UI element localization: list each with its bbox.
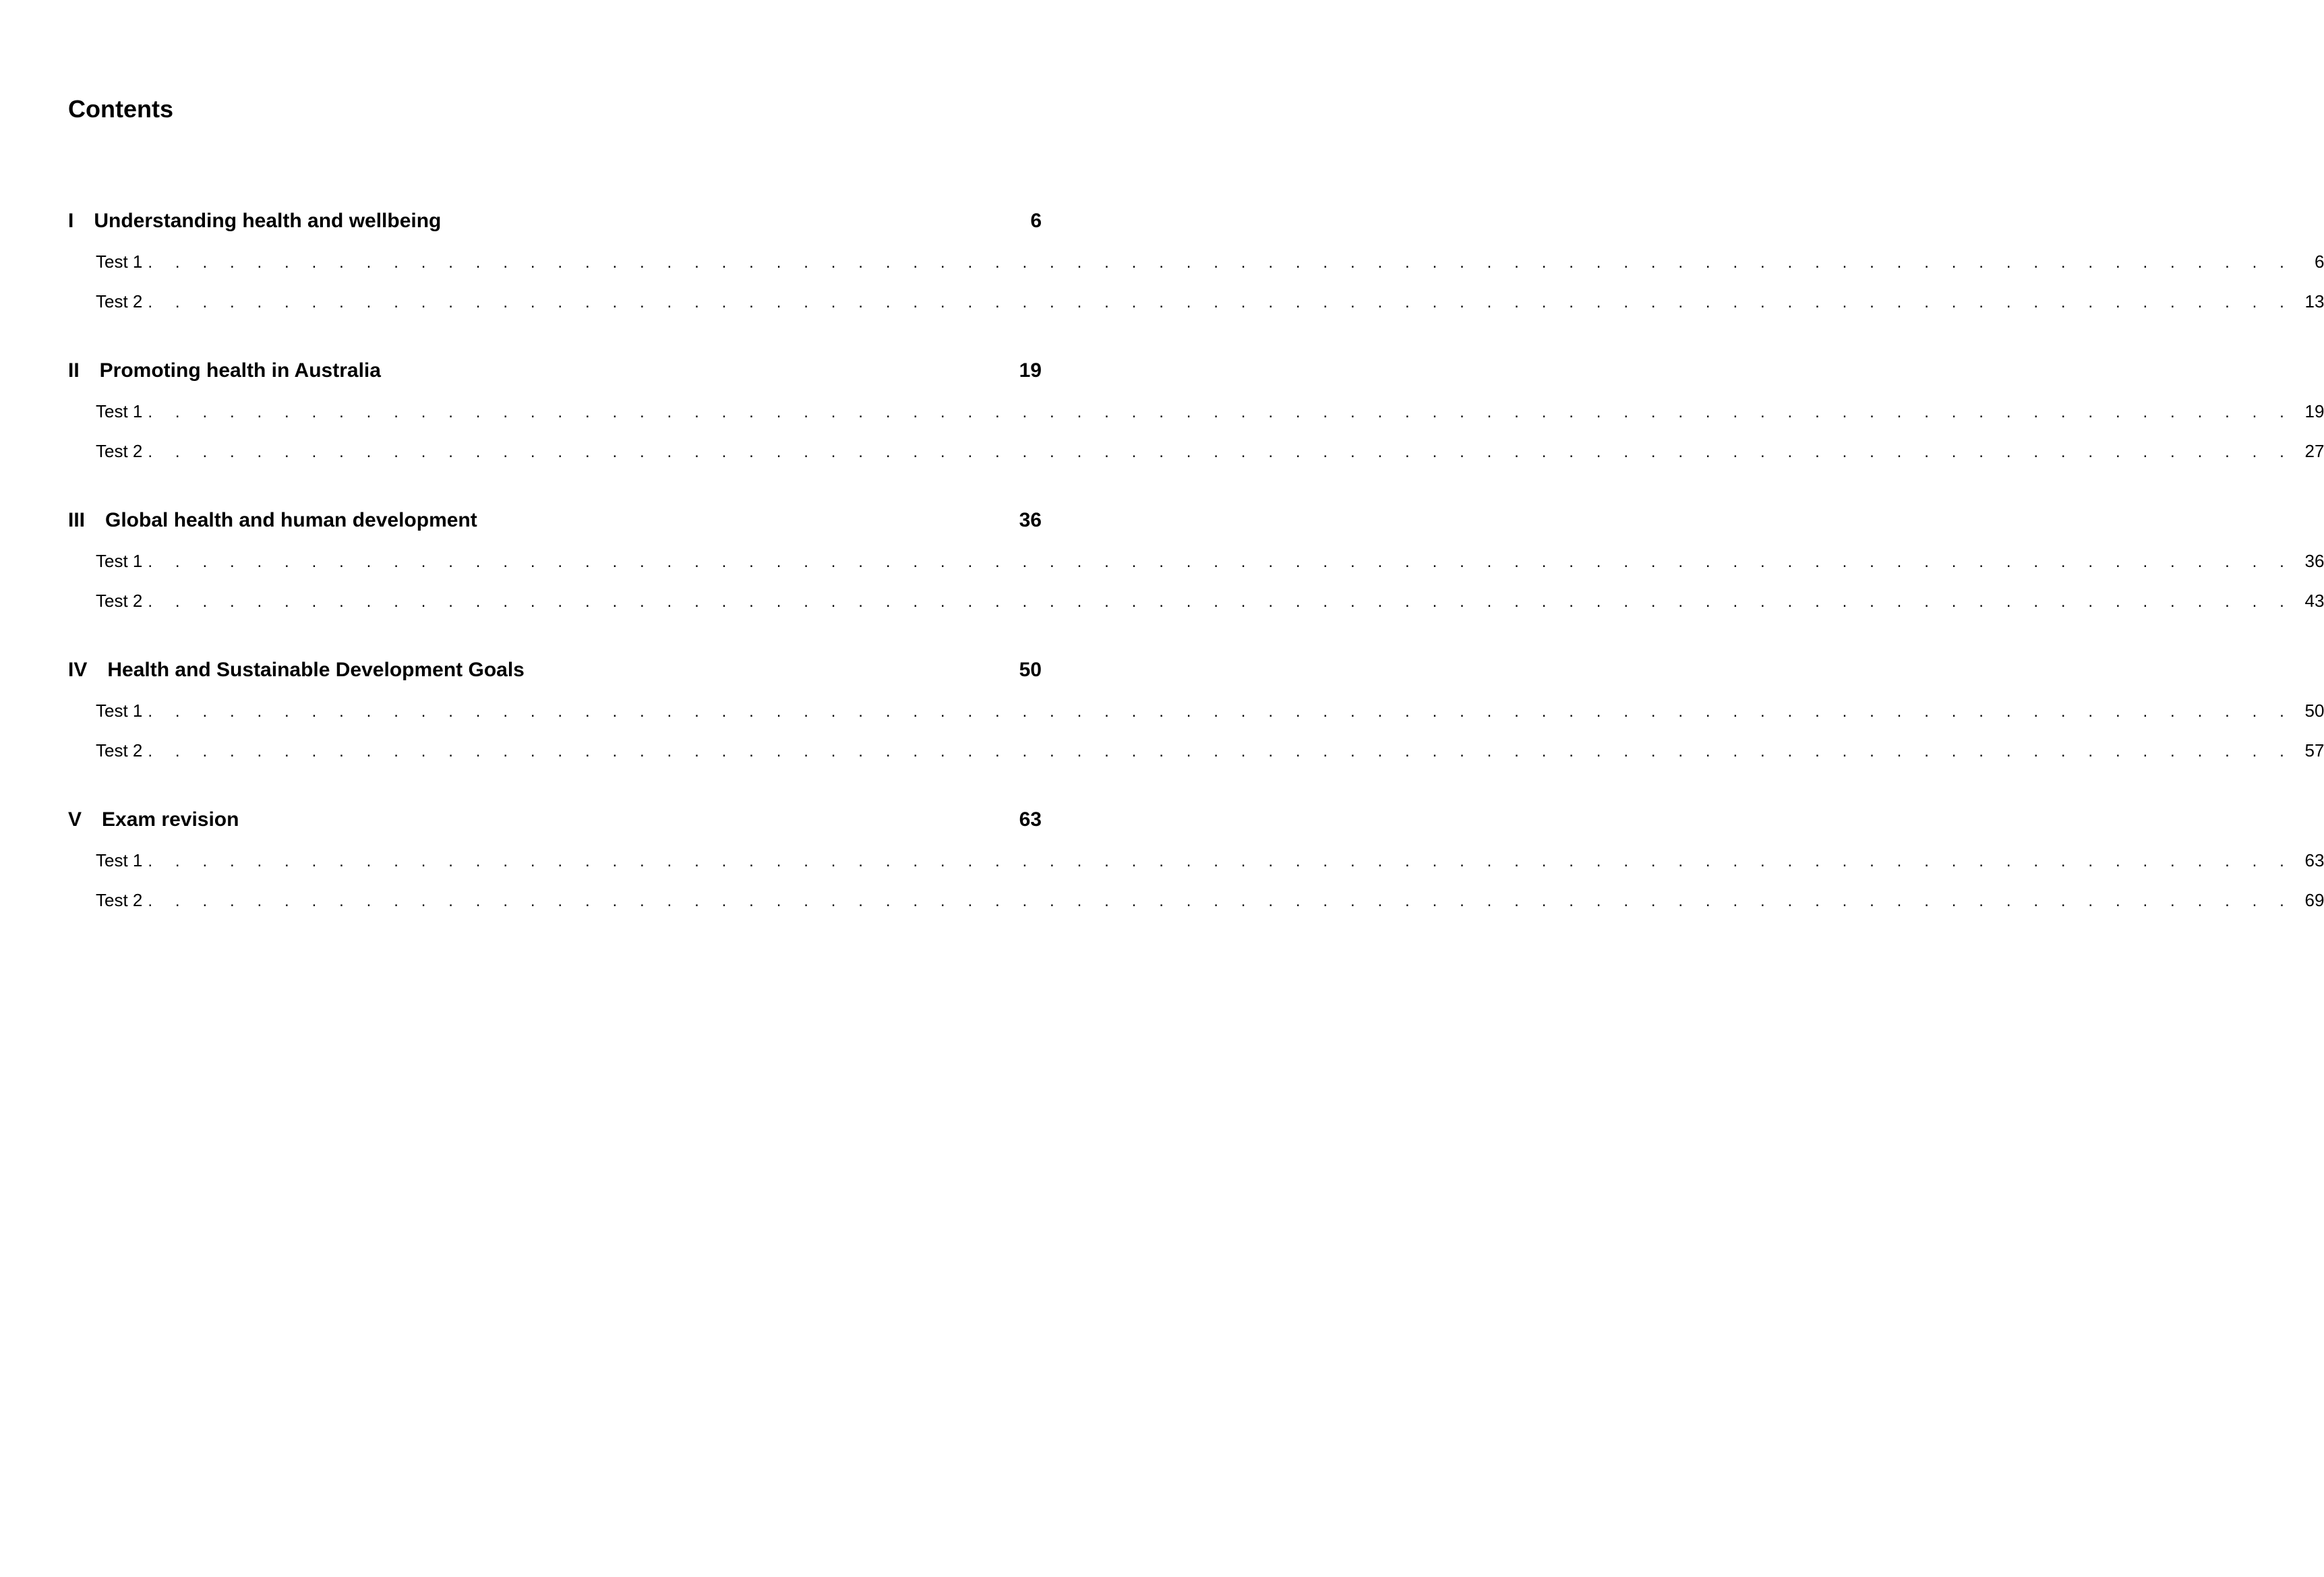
- toc-part-entry[interactable]: [68, 356, 1042, 386]
- test-page-number: 43: [2304, 591, 2324, 611]
- part-number: I: [68, 210, 74, 232]
- test-page-number: 19: [2304, 401, 2324, 421]
- dot-leader: . . . . . . . . . . . . . . . . . . . . . . . . . . . . . . . . . . . . . . . . . . . . . . . . . . . . . . . . . . . . . . . . . . . . . . . . . . . . . . .: [148, 742, 2294, 761]
- toc-test-entry[interactable]: [96, 586, 2324, 616]
- toc-test-entry[interactable]: [96, 696, 2324, 725]
- part-title: Health and Sustainable Development Goals: [107, 659, 525, 681]
- dot-leader: . . . . . . . . . . . . . . . . . . . . . . . . . . . . . . . . . . . . . . . . . . . . . . . . . . . . . . . . . . . . . . . . . . . . . . . . . . . . . . .: [148, 553, 2294, 571]
- part-title: Exam revision: [102, 808, 239, 831]
- dot-leader: . . . . . . . . . . . . . . . . . . . . . . . . . . . . . . . . . . . . . . . . . . . . . . . . . . . . . . . . . . . . . . . . . . . . . . . . . . . . . . .: [148, 703, 2294, 721]
- dot-leader: . . . . . . . . . . . . . . . . . . . . . . . . . . . . . . . . . . . . . . . . . . . . . . . . . . . . . . . . . . . . . . . . . . . . . . . . . . . . . . .: [148, 254, 2294, 272]
- toc-test-entry[interactable]: [96, 736, 2324, 765]
- dot-leader: . . . . . . . . . . . . . . . . . . . . . . . . . . . . . . . . . . . . . . . . . . . . . . . . . . . . . . . . . . . . . . . . . . . . . . . . . . . . . . .: [148, 593, 2294, 611]
- test-label: Test 1: [96, 551, 143, 571]
- test-label: Test 2: [96, 291, 143, 311]
- test-label: Test 2: [96, 441, 143, 461]
- toc-test-entry[interactable]: [96, 396, 2324, 426]
- part-title: Promoting health in Australia: [99, 359, 381, 382]
- part-title: Global health and human development: [105, 509, 477, 531]
- test-page-number: 13: [2304, 291, 2324, 311]
- test-label: Test 1: [96, 850, 143, 870]
- test-page-number: 63: [2304, 850, 2324, 870]
- test-label: Test 2: [96, 591, 143, 611]
- table-of-contents: [68, 206, 2324, 955]
- contents-heading: Contents: [68, 95, 173, 123]
- toc-part-entry[interactable]: [68, 506, 1042, 535]
- toc-test-entry[interactable]: [96, 546, 2324, 576]
- toc-part-5: [68, 805, 2324, 915]
- toc-test-entry[interactable]: [96, 247, 2324, 276]
- test-page-number: 69: [2304, 890, 2324, 910]
- part-page-number: 36: [1019, 509, 1042, 531]
- test-label: Test 1: [96, 401, 143, 421]
- test-page-number: 27: [2304, 441, 2324, 461]
- part-number: V: [68, 808, 82, 831]
- dot-leader: . . . . . . . . . . . . . . . . . . . . . . . . . . . . . . . . . . . . . . . . . . . . . . . . . . . . . . . . . . . . . . . . . . . . . . . . . . . . . . .: [148, 892, 2294, 910]
- toc-part-4: [68, 655, 2324, 765]
- part-number: II: [68, 359, 80, 382]
- toc-part-2: [68, 356, 2324, 466]
- test-label: Test 1: [96, 701, 143, 721]
- test-label: Test 1: [96, 251, 143, 272]
- toc-test-entry[interactable]: [96, 845, 2324, 875]
- part-page-number: 6: [1030, 210, 1042, 232]
- test-page-number: 36: [2304, 551, 2324, 571]
- toc-part-entry[interactable]: [68, 805, 1042, 835]
- toc-part-entry[interactable]: [68, 655, 1042, 685]
- toc-part-3: [68, 506, 2324, 616]
- part-page-number: 19: [1019, 359, 1042, 382]
- test-page-number: 50: [2304, 701, 2324, 721]
- part-title: Understanding health and wellbeing: [94, 210, 442, 232]
- test-label: Test 2: [96, 740, 143, 761]
- toc-part-1: [68, 206, 2324, 316]
- dot-leader: . . . . . . . . . . . . . . . . . . . . . . . . . . . . . . . . . . . . . . . . . . . . . . . . . . . . . . . . . . . . . . . . . . . . . . . . . . . . . . .: [148, 443, 2294, 461]
- part-number: III: [68, 509, 86, 531]
- toc-test-entry[interactable]: [96, 436, 2324, 466]
- dot-leader: . . . . . . . . . . . . . . . . . . . . . . . . . . . . . . . . . . . . . . . . . . . . . . . . . . . . . . . . . . . . . . . . . . . . . . . . . . . . . . .: [148, 403, 2294, 421]
- test-page-number: 57: [2304, 740, 2324, 761]
- toc-test-entry[interactable]: [96, 885, 2324, 915]
- part-page-number: 50: [1019, 659, 1042, 681]
- test-label: Test 2: [96, 890, 143, 910]
- toc-test-entry[interactable]: [96, 287, 2324, 316]
- dot-leader: . . . . . . . . . . . . . . . . . . . . . . . . . . . . . . . . . . . . . . . . . . . . . . . . . . . . . . . . . . . . . . . . . . . . . . . . . . . . . . .: [148, 293, 2294, 311]
- dot-leader: . . . . . . . . . . . . . . . . . . . . . . . . . . . . . . . . . . . . . . . . . . . . . . . . . . . . . . . . . . . . . . . . . . . . . . . . . . . . . . .: [148, 852, 2294, 870]
- test-page-number: 6: [2314, 251, 2324, 272]
- part-number: IV: [68, 659, 88, 681]
- toc-part-entry[interactable]: [68, 206, 1042, 236]
- part-page-number: 63: [1019, 808, 1042, 831]
